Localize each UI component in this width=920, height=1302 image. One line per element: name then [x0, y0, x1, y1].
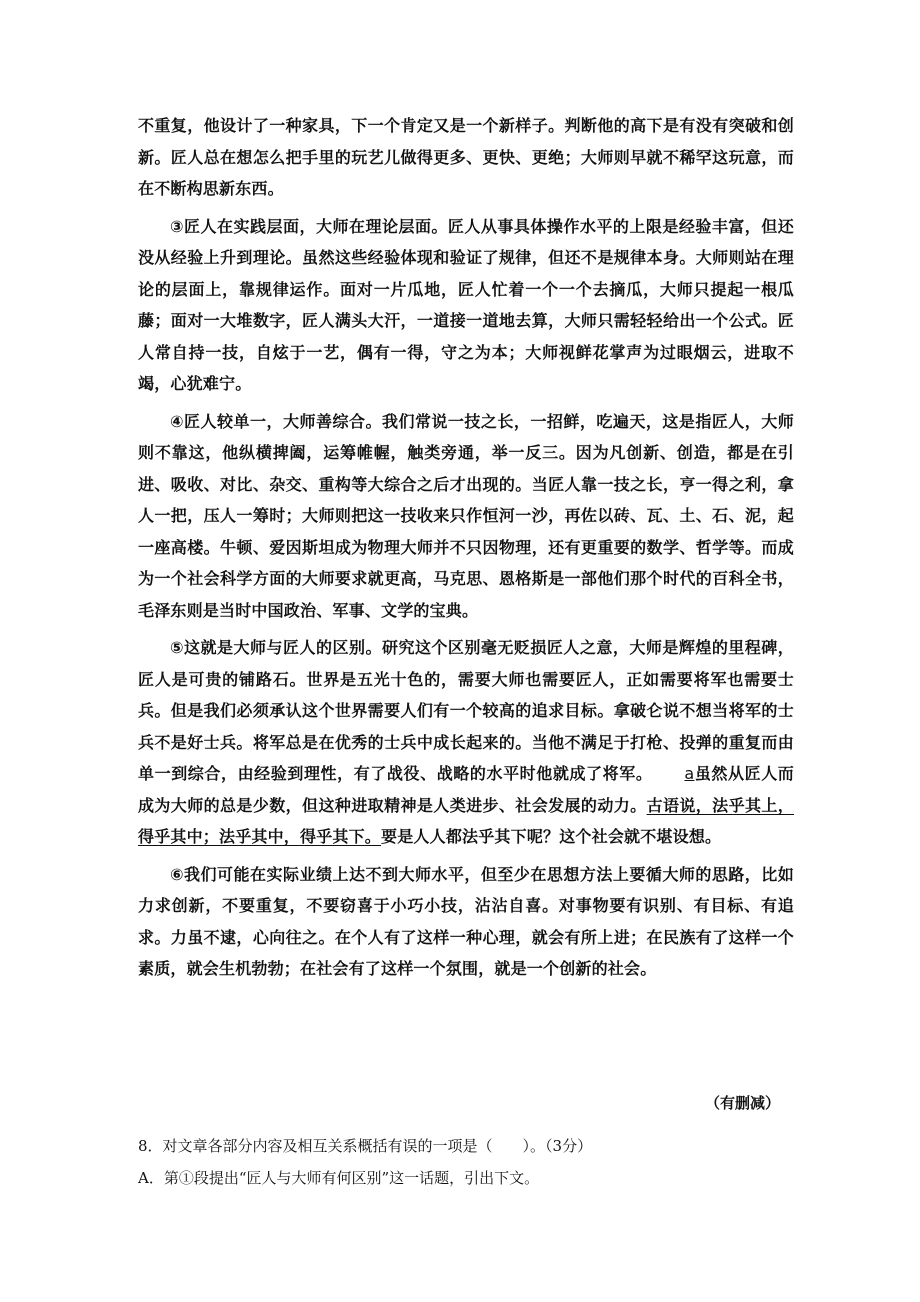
paragraph-4: ④匠人较单一，大师善综合。我们常说一技之长，一招鲜，吃遍天，这是指匠人，大师则不靠这，他纵横捭阖，运筹帷幄，触类旁通，举一反三。因为凡创新、创造，都是在引进、吸收、对比、杂交、重构等大综合之后才出现的。当匠人靠一技之长，亨一得之利，拿人一把，压人一筹时；大师则把这一技收来只作恒河一沙，再佐以砖、瓦、土、石、泥，起一座高楼。牛顿、爱因斯坦成为物理大师并不只因物理，还有更重要的数学、哲学等。而成为一个社会科学方面的大师要求就更高，马克思、恩格斯是一部他们那个时代的百科全书，毛泽东则是当时中国政治、军事、文学的宝典。 — [138, 411, 794, 620]
paragraph-5-text-b: 虽然从匠人而成为大师的总是少数，但这种进取精神是人类进步、社会发展的动力。 — [138, 764, 795, 815]
question-8 — [138, 1130, 798, 1194]
paragraph-2-continued: 不重复，他设计了一种家具，下一个肯定又是一个新样子。判断他的高下是有没有突破和创新。匠人总在想怎么把手里的玩艺儿做得更多、更快、更绝；大师则早就不稀罕这玩意，而在不断构思新东西。 — [138, 116, 794, 198]
fill-blank-a: a — [684, 764, 695, 783]
question-option-a: A．第①段提出“匠人与大师有何区别”这一话题，引出下文。 — [138, 1169, 540, 1187]
paragraph-3: ③匠人在实践层面，大师在理论层面。匠人从事具体操作水平的上限是经验丰富，但还没从经验上升到理论。虽然这些经验体现和验证了规律，但还不是规律本身。大师则站在理论的层面上，靠规律运作。面对一片瓜地，匠人忙着一个一个去摘瓜，大师只提起一根瓜藤；面对一大堆数字，匠人满头大汗，一道接一道地去算，大师只需轻轻给出一个公式。匠人常自持一技，自炫于一艺，偶有一得，守之为本；大师视鲜花掌声为过眼烟云，进取不竭，心犹难宁。 — [138, 216, 794, 393]
paragraph-5 — [138, 632, 794, 853]
article-body — [138, 110, 794, 991]
paragraph-5-text-a: ⑤这就是大师与匠人的区别。研究这个区别毫无贬损匠人之意，大师是辉煌的里程碑，匠人是可贵的铺路石。世界是五光十色的，需要大师也需要匠人，正如需要将军也需要士兵。但是我们必须承认这个世界需要人们有一个较高的追求目标。拿破仑说不想当将军的士兵不是好士兵。将军总是在优秀的士兵中成长起来的。当他不满足于打枪、投弹的重复而由单一到综合，由经验到理性，有了战役、战略的水平时他就成了将军。 — [138, 638, 794, 783]
question-stem: 8．对文章各部分内容及相互关系概括有误的一项是（ ）。（3分） — [138, 1137, 593, 1155]
paragraph-6: ⑥我们可能在实际业绩上达不到大师水平，但至少在思想方法上要循大师的思路，比如力求创新，不要重复，不要窃喜于小巧小技，沾沾自喜。对事物要有识别、有目标、有追求。力虽不逮，心向往之。在个人有了这样一种心理，就会有所上进；在民族有了这样一个素质，就会生机勃勃；在社会有了这样一个氛围，就是一个创新的社会。 — [138, 864, 794, 978]
source-note: （有删减） — [704, 1094, 780, 1112]
paragraph-5-text-c: 要是人人都法乎其下呢？这个社会就不堪设想。 — [381, 827, 722, 846]
underlined-quote: 古语说，法乎其上，得乎其中；法乎其中，得乎其下。 — [138, 795, 795, 846]
